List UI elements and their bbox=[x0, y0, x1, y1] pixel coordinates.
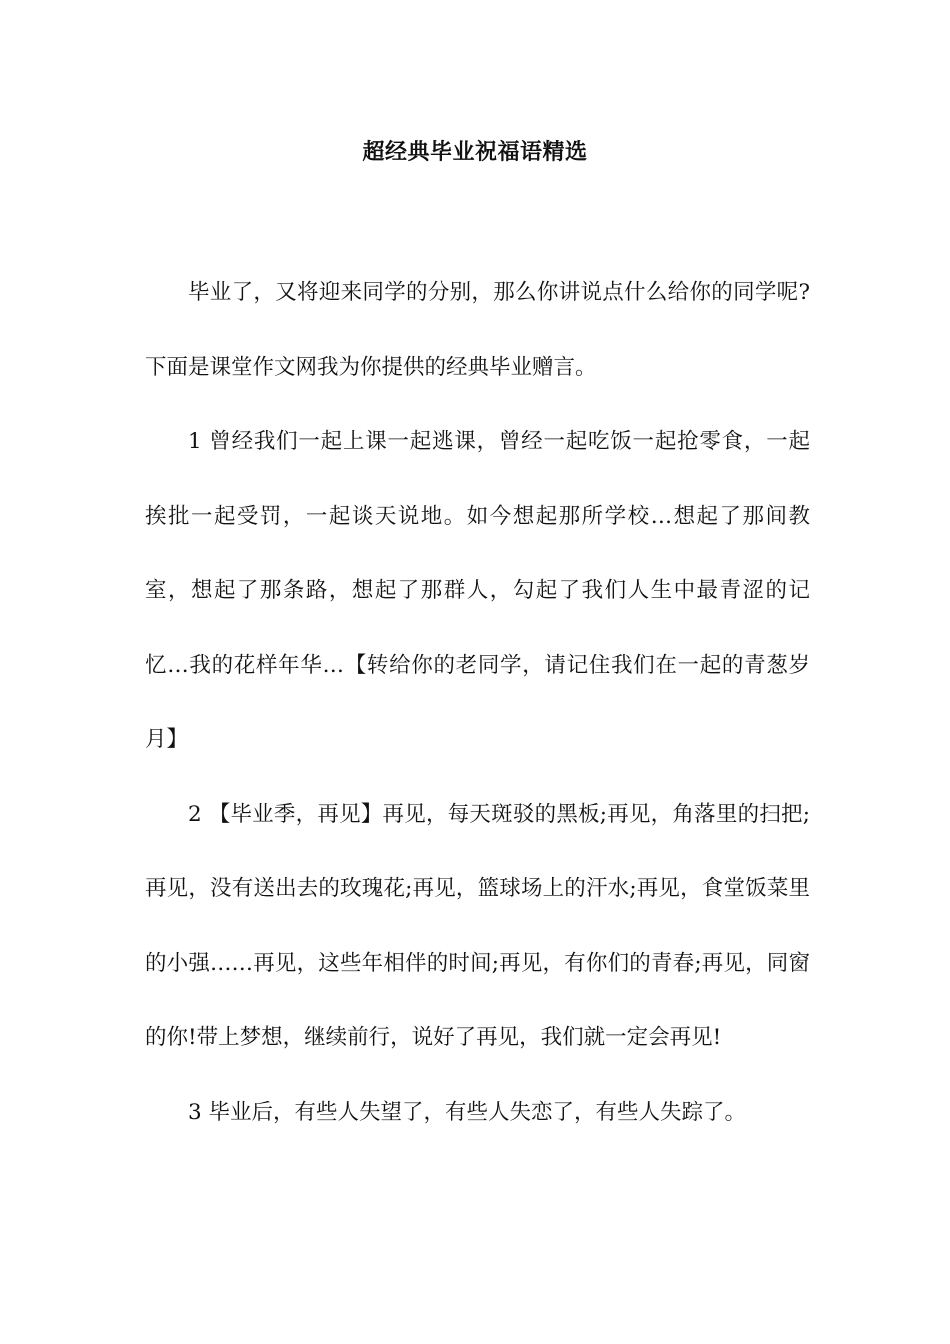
paragraph-3: 3 毕业后，有些人失望了，有些人失恋了，有些人失踪了。 bbox=[188, 1099, 747, 1125]
document-title: 超经典毕业祝福语精选 bbox=[362, 139, 588, 165]
paragraph-intro: 毕业了，又将迎来同学的分别，那么你讲说点什么给你的同学呢?下面是课堂作文网我为你提供的经典毕业赠言。 bbox=[145, 280, 810, 380]
paragraph-2: 2 【毕业季，再见】再见，每天斑驳的黑板;再见，角落里的扫把;再见，没有送出去的玫瑰花;再见，篮球场上的汗水;再见，食堂饭菜里的小强……再见，这些年相伴的时间;再见，有你们的青春;再见，同窗的你!带上梦想，继续前行，说好了再见，我们就一定会再见! bbox=[145, 801, 810, 1050]
document-body bbox=[145, 256, 810, 1150]
paragraph-1: 1 曾经我们一起上课一起逃课，曾经一起吃饭一起抢零食，一起挨批一起受罚，一起谈天说地。如今想起那所学校…想起了那间教室，想起了那条路，想起了那群人，勾起了我们人生中最青涩的记忆…我的花样年华…【转给你的老同学，请记住我们在一起的青葱岁月】 bbox=[145, 429, 810, 752]
